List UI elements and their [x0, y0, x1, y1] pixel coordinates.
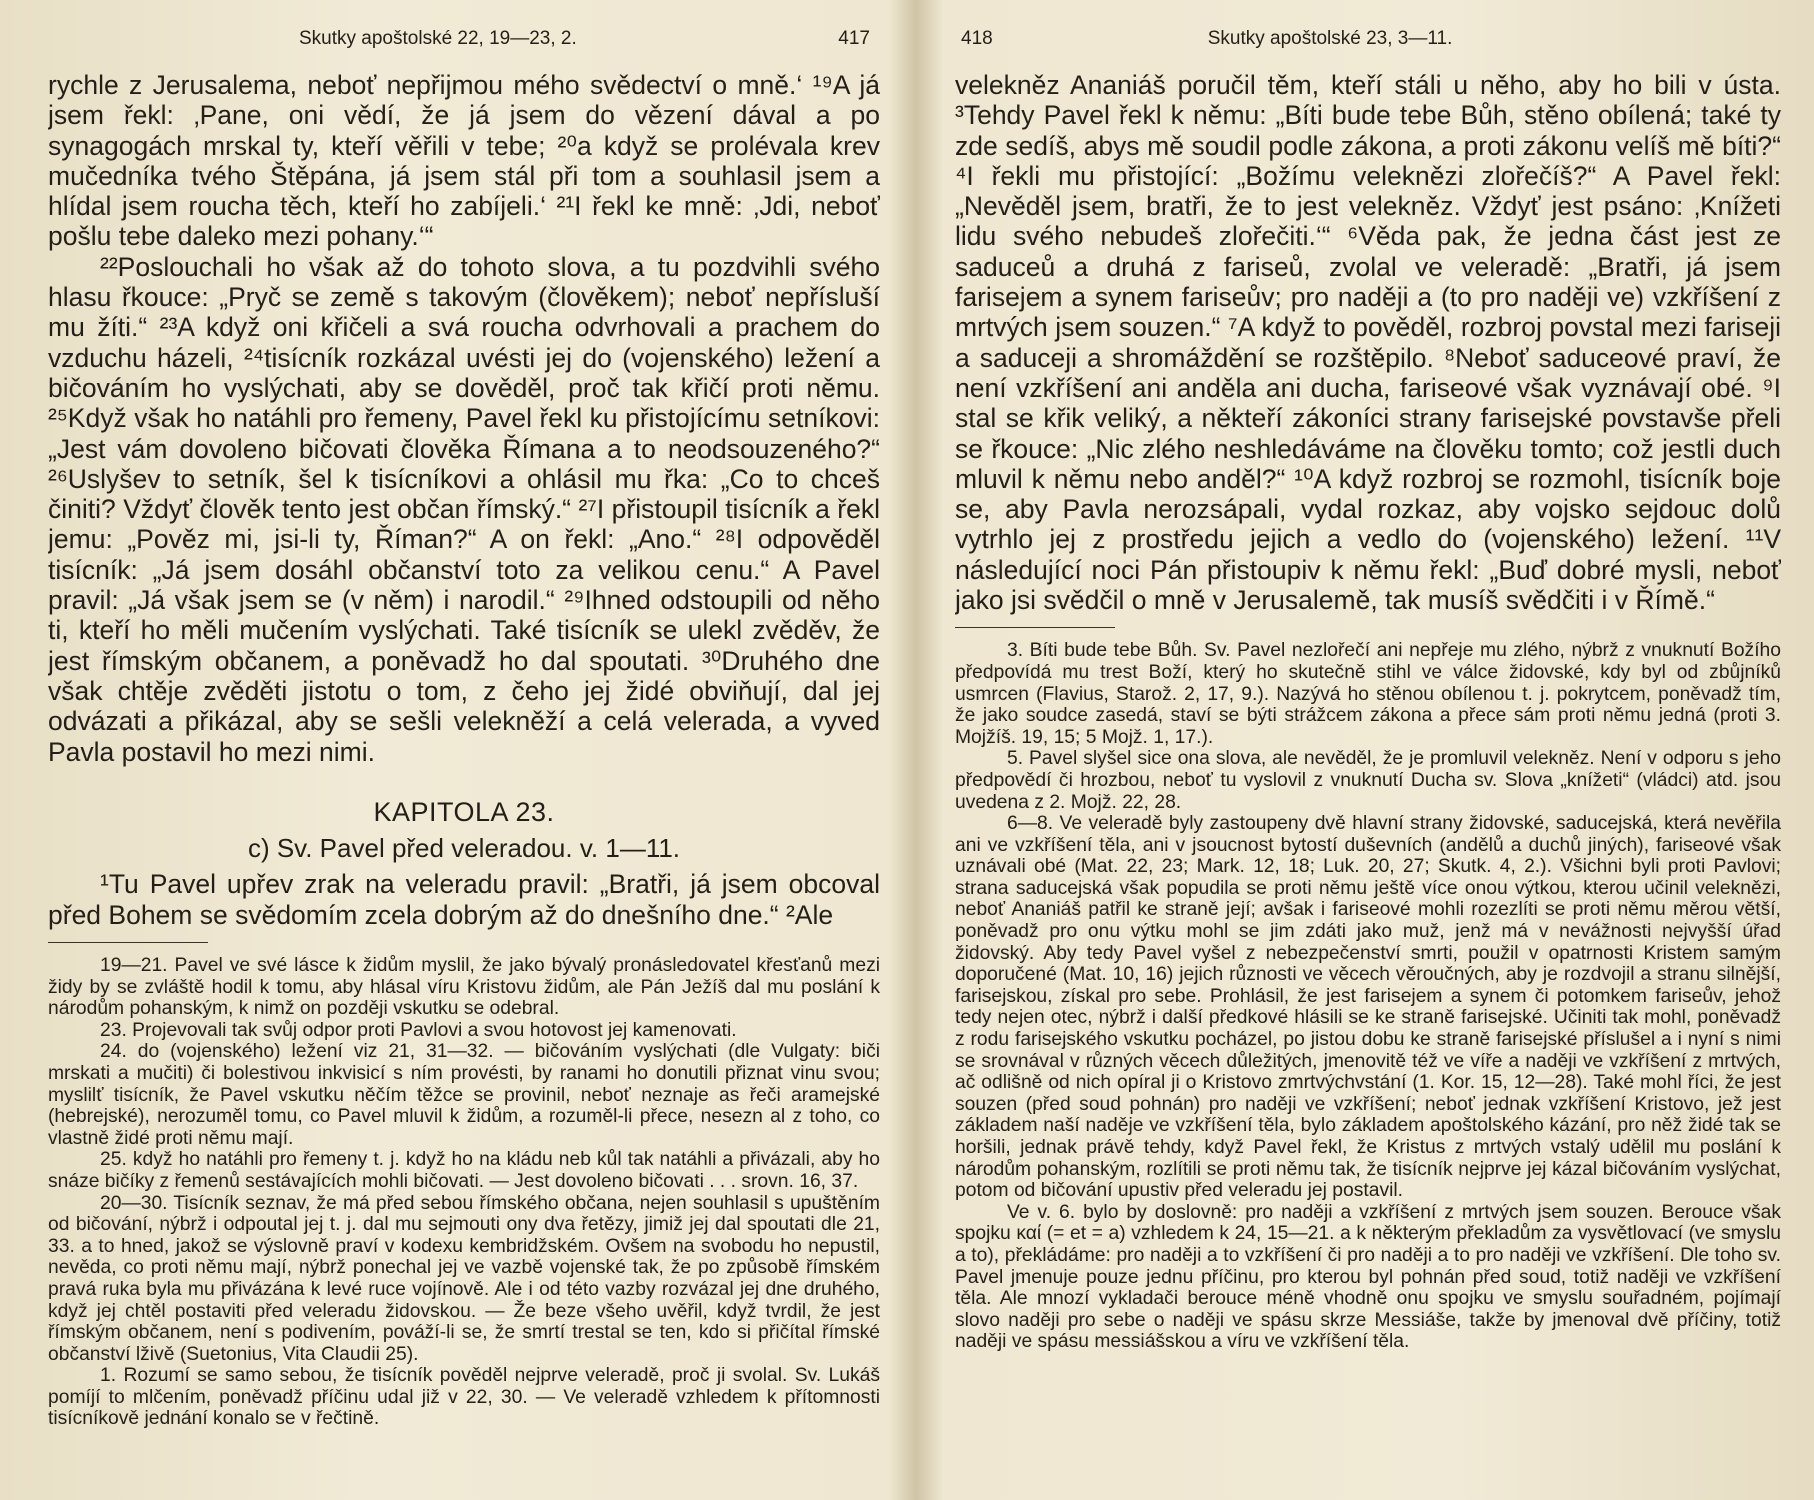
page-number: 418 [961, 28, 993, 49]
body-paragraph: ¹Tu Pavel upřev zrak na veleradu pravil: „Bratři, já jsem obcoval před Bohem se svědomím zcela dobrým až do dnešního dne.“ ²Ale [48, 869, 880, 930]
footnotes [48, 955, 880, 1430]
footnote: 23. Projevovali tak svůj odpor proti Pavlovi a svou hotovost jej kamenovati. [100, 1019, 737, 1041]
footnote: 25. když ho natáhli pro řemeny t. j. když ho na kládu neb kůl tak natáhli a přivázali, aby ho snáze bičíky z řemenů sestávajících mohli bičovati. — Jest dovoleno bičovati . . . srovn. 16, 37. [48, 1149, 880, 1192]
footnote-divider [48, 942, 208, 943]
footnote-divider [955, 627, 1115, 628]
footnote: 24. do (vojenského) ležení viz 21, 31—32. — bičováním vyslýchati (dle Vulgaty: biči mrskati a mučiti) či bolestivou inkvisicí s ním provésti, by ranami ho donutili přiznat vinu svou; myslilť tisícník, že Pavel vskutku něčím těžce se provinil, neboť neznaje as řeči aramejské (hebrejské), nerozuměl tomu, co Pavel mluvil k židům, a rozuměl-li přece, nesezn al z toho, co vlastně židé proti němu mají. [48, 1041, 880, 1149]
footnote: 1. Rozumí se samo sebou, že tisícník pověděl nejprve veleradě, proč ji svolal. Sv. Lukáš pomíjí to mlčením, poněvadž příčinu udal již v 22, 30. — Ve veleradě vzhledem k přítomnosti tisícníkově jednání konalo se v řečtině. [48, 1365, 880, 1430]
footnote: 20—30. Tisícník seznav, že má před sebou římského občana, nejen souhlasil s upuštěním od bičování, nýbrž i odpoutal jej t. j. dal mu sejmouti ony dva řetězy, jimiž jej dal spoutati dle 21, 33. a to hned, jakož se výslovně praví v kodexu kembridžském. Ovšem na svobodu ho nepustil, nevěda, co proti němu mají, nýbrž ponechal jej ve vazbě vojenské tak, že po způsobě římském pravá ruka byla mu přivázána k levé ruce vojínově. Ale i od této vazby rozvázal jej dne druhého, když jej chtěl postaviti před veleradu židovskou. — Že beze všeho uvěřil, když tvrdil, že jest římským občanem, není s podivením, pováží-li se, že smrtí trestal se ten, kdo si přičítal římské občanství lživě (Suetonius, Vita Claudii 25). [48, 1192, 880, 1365]
running-header [48, 28, 880, 58]
footnote: 5. Pavel slyšel sice ona slova, ale nevěděl, že je promluvil velekněz. Není v odporu s jeho předpovědí či hrozbou, neboť tu vyslovil z vnuknutí Ducha sv. Slova „knížeti“ (vládci) atd. jsou uvedena z 2. Mojž. 22, 28. [955, 748, 1781, 813]
footnote: Ve v. 6. bylo by doslovně: pro naději a vzkříšení z mrtvých jsem souzen. Berouce však spojku καί (= et = a) vzhledem k 24, 15—21. a k některým překladům za vysvětlovací (ve smyslu a to), překládáme: pro naději a to vzkříšení či pro naději a to pro naději ve vzkříšení. Dle toho sv. Pavel jmenuje pouze jednu příčinu, pro kterou byl pohnán před soud, totiž naději ve vzkříšení těla. Ale mnozí vykladači berouce méně vhodně onu spojku ve smyslu souřadném, pojímají slovo naději pro sebe o naději ve spásu skrze Messiáše, takže by jmenoval dvě příčiny, totiž naději ve spásu messiášskou a víru ve vzkříšení těla. [955, 1201, 1781, 1353]
main-text [48, 70, 880, 930]
main-text [955, 70, 1781, 615]
footnotes [955, 640, 1781, 1353]
body-paragraph: rychle z Jerusalema, neboť nepřijmou mého svědectví o mně.‘ ¹⁹A já jsem řekl: ‚Pane, oni vědí, že já jsem do vězení dával a po synagogách mrskal ty, kteří věřili v tebe; ²⁰a když se prolévala krev mučedníka tvého Štěpána, já jsem stál při tom a souhlasil jsem a hlídal jsem roucha těch, kteří ho zabíjeli.‘ ²¹I řekl ke mně: ‚Jdi, neboť pošlu tebe daleko mezi pohany.‘“ [48, 70, 880, 252]
header-title: Skutky apoštolské 22, 19—23, 2. [299, 28, 577, 49]
header-title: Skutky apoštolské 23, 3—11. [1207, 28, 1453, 49]
body-paragraph: velekněz Ananiáš poručil těm, kteří stáli u něho, aby ho bili v ústa. ³Tehdy Pavel řekl k němu: „Bíti bude tebe Bůh, stěno obílená; také ty zde sedíš, abys mě soudil podle zákona, a proti zákonu velíš mě bíti?“ ⁴I řekli mu přistojící: „Božímu veleknězi zlořečíš?“ A Pavel řekl: „Nevěděl jsem, bratři, že to jest velekněz. Vždyť jest psáno: ‚Knížeti lidu svého nebudeš zlořečiti.‘“ ⁶Věda pak, že jedna část jest ze saduceů a druhá z fariseů, zvolal ve veleradě: „Bratři, já jsem farisejem a synem fariseův; pro naději a (to pro naději ve) vzkříšení z mrtvých jsem souzen.“ ⁷A když to pověděl, rozbroj povstal mezi fariseji a saduceji a shromáždění se rozštěpilo. ⁸Neboť saduceové praví, že není vzkříšení ani anděla ani ducha, fariseové však vyznávají obé. ⁹I stal se křik veliký, a někteří zákoníci strany farisejské povstavše přeli se řkouce: „Nic zlého neshledáváme na člověku tomto; což jestli duch mluvil k němu nebo anděl?“ ¹⁰A když rozbroj se rozmohl, tisícník boje se, aby Pavla nerozsápali, vydal rozkaz, aby vojsko sejdouc dolů vytrhlo jej z prostředu jejich a vedlo do (vojenského) ležení. ¹¹V následující noci Pán přistoupiv k němu řekl: „Buď dobré mysli, neboť jako jsi svědčil o mně v Jerusalemě, tak musíš svědčiti i v Římě.“ [955, 70, 1781, 616]
chapter-heading: KAPITOLA 23. [373, 796, 555, 827]
right-page [955, 28, 1781, 1488]
page-number: 417 [838, 28, 870, 49]
section-heading: c) Sv. Pavel před veleradou. v. 1—11. [247, 833, 681, 864]
footnote: 6—8. Ve veleradě byly zastoupeny dvě hlavní strany židovské, saducejská, která nevěřila ani ve vzkříšení těla, ani v jsoucnost bytostí duševních (andělů a duchů jiných), fariseové však uznávali obé (Mat. 22, 23; Mark. 12, 18; Luk. 20, 27; Skutk. 4, 2.). Všichni byli proti Pavlovi; strana saducejská však popudila se proti němu ještě více onou výtkou, kterou učinil veleknězi, neboť Ananiáš patřil ke straně její; avšak i fariseové mohli rozezlíti se proti němu měrou větší, poněvadž pro onu výtku mohl se jim zdáti jako muž, jenž má v nevážnosti nejvyšší úřad židovský. Aby tedy Pavel vyšel z nebezpečenství smrti, použil v opatrnosti Kristem samým doporučené (Mat. 10, 16) jejich různosti ve věcech věroučných, aby je rozdvojil a stranu silnější, farisejskou, získal pro sebe. Prohlásil, že jest farisejem a synem či potomkem fariseův, jehož tedy nejen otec, nýbrž i další předkové hlásili se ke straně farisejské. Učiniti tak mohl, poněvadž z rodu farisejského vskutku pocházel, po jistou dobu ke straně farisejské příslušel a i nyní s nimi se srovnával v různých věcech důležitých, jmenovitě též ve víře a naději ve vzkříšení z mrtvých, ač odlišně od nich opíral ji o Kristovo zmrtvýchvstání (1. Kor. 15, 12—28). Také mohl říci, že jest souzen (před soud pohnán) pro naději ve vzkříšení; neboť jednak vzkříšení Kristovo, jež jest základem naší naděje ve vzkříšení těla, bylo základem apoštolského kázání, pro něž židé tak se horšili, jednak právě tehdy, když Pavel řekl, že Kristus z mrtvých vstalý udělil mu poslání k národům pohanským, rozlítili se proti němu tak, že tisícník nejprve jej kázal bičováním vyslýchat, potom od bičování upustiv před veleradu jej postavil. [955, 813, 1781, 1202]
left-page [48, 28, 880, 1488]
running-header [955, 28, 1781, 58]
footnote: 19—21. Pavel ve své lásce k židům myslil, že jako bývalý pronásledovatel křesťanů mezi židy by se zvláště hodil k tomu, aby hlásal víru Kristovu židům, ale Pán Ježíš dal mu poslání k národům pohanským, k nimž on později vskutku se odebral. [48, 955, 880, 1020]
body-paragraph: ²²Poslouchali ho však až do tohoto slova, a tu pozdvihli svého hlasu řkouce: „Pryč se země s takovým (člověkem); neboť nepřísluší mu žíti.“ ²³A když oni křičeli a svá roucha odvrhovali a prachem do vzduchu házeli, ²⁴tisícník rozkázal uvésti jej do (vojenského) ležení a bičováním ho vyslýchati, aby se dověděl, proč tak křičí proti němu. ²⁵Když však ho natáhli pro řemeny, Pavel řekl ku přistojícímu setníkovi: „Jest vám dovoleno bičovati člověka Římana a to neodsouzeného?“ ²⁶Uslyšev to setník, šel k tisícníkovi a ohlásil mu řka: „Co to chceš činiti? Vždyť člověk tento jest občan římský.“ ²⁷I přistoupil tisícník a řekl jemu: „Pověz mi, jsi-li ty, Říman?“ A on řekl: „Ano.“ ²⁸I odpověděl tisícník: „Já jsem dosáhl občanství toto za velikou cenu.“ A Pavel pravil: „Já však jsem se (v něm) i narodil.“ ²⁹Ihned odstoupili od něho ti, kteří ho měli mučením vyslýchati. Také tisícník se ulekl zvěděv, že jest římským občanem, a poněvadž ho dal spoutati. ³⁰Druhého dne však chtěje zvěděti jistotu o tom, z čeho jej židé obviňují, dal jej odvázati a přikázal, aby se sešli velekněží a celá velerada, a vyved Pavla postavil ho mezi nimi. [48, 251, 880, 767]
footnote: 3. Bíti bude tebe Bůh. Sv. Pavel nezlořečí ani nepřeje mu zlého, nýbrž z vnuknutí Božího předpovídá mu trest Boží, který ho skutečně stihl ve válce židovské, kdy byl od zbůjníků usmrcen (Flavius, Starož. 2, 17, 9.). Nazývá ho stěnou obílenou t. j. pokrytcem, poněvadž tím, že jako soudce zasedá, staví se býti strážcem zákona a přece sám proti němu jedná (proti 3. Mojžíš. 19, 15; 5 Mojž. 1, 17.). [955, 640, 1781, 748]
